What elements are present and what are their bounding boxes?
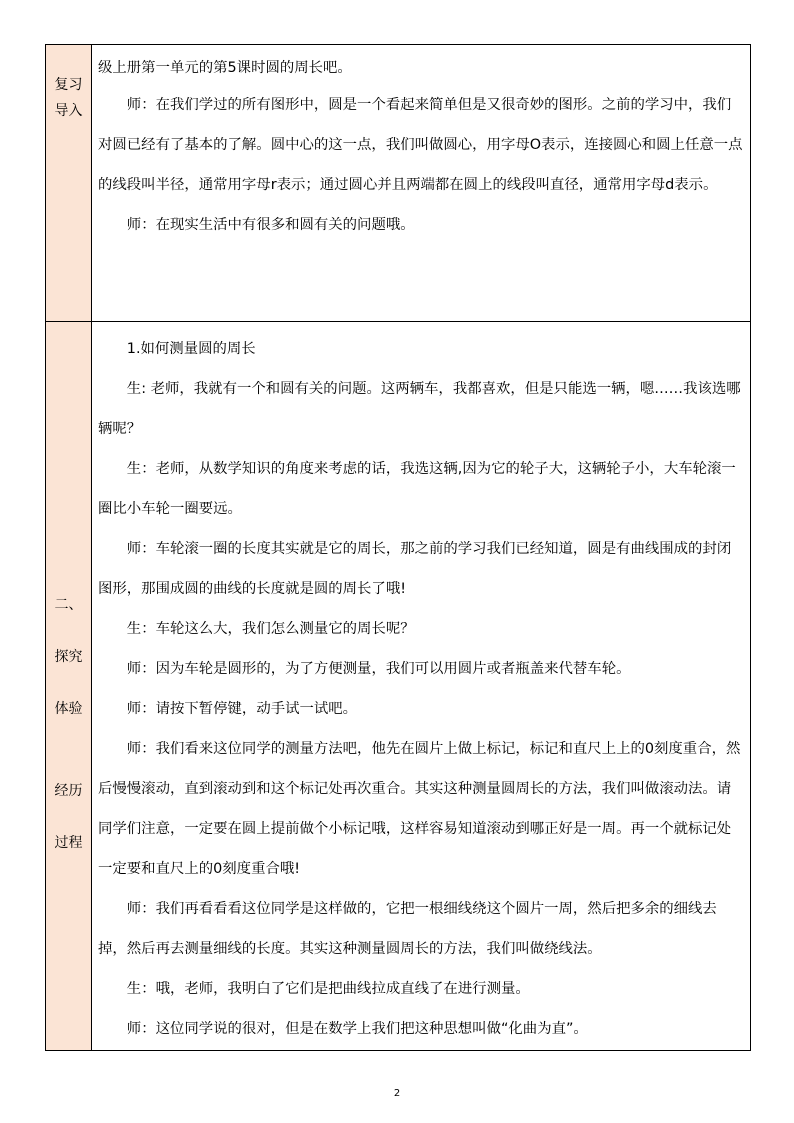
explore-label-line-1: 二、 [54, 597, 83, 613]
explore-paragraph-1: 1.如何测量圆的周长 [126, 341, 256, 357]
explore-label-line-2: 探究 [54, 649, 83, 665]
explore-label-line-5: 过程 [54, 835, 83, 851]
explore-paragraph-3: 生：老师，从数学知识的角度来考虑的话，我选这辆,因为它的轮子大，这辆轮子小，大车轮滚一圈比小车轮一圈要远。 [98, 461, 736, 517]
page-number: 2 [393, 1088, 401, 1099]
explore-paragraph-8: 师：我们看来这位同学的测量方法吧，他先在圆片上做上标记，标记和直尺上上的0刻度重合，然后慢慢滚动，直到滚动到和这个标记处再次重合。其实这种测量圆周长的方法，我们叫做滚动法。请同学们注意，一定要在圆上提前做个小标记哦，这样容易知道滚动到哪正好是一周。再一个就标记处一定要和直尺上的0刻度重合哦! [98, 741, 741, 877]
explore-paragraph-9: 师：我们再看看看这位同学是这样做的，它把一根细线绕这个圆片一周，然后把多余的细线去掉，然后再去测量细线的长度。其实这种测量圆周长的方法，我们叫做绕线法。 [98, 901, 717, 957]
review-label-line-1: 复习 [54, 77, 83, 93]
explore-paragraph-7: 师：请按下暂停键，动手试一试吧。 [126, 701, 358, 717]
explore-paragraph-10: 生：哦，老师，我明白了它们是把曲线拉成直线了在进行测量。 [126, 981, 530, 997]
review-row [46, 45, 751, 322]
explore-content-cell [92, 322, 751, 1051]
review-paragraph-3: 师：在现实生活中有很多和圆有关的问题哦。 [126, 217, 415, 233]
review-content-cell [92, 45, 751, 322]
review-paragraph-1: 级上册第一单元的第5课时圆的周长吧。 [98, 60, 352, 76]
review-label-line-2: 导入 [54, 103, 83, 119]
explore-paragraph-11: 师：这位同学说的很对，但是在数学上我们把这种思想叫做“化曲为直”。 [126, 1021, 588, 1037]
review-label-cell [46, 45, 92, 322]
explore-paragraph-5: 生：车轮这么大，我们怎么测量它的周长呢？ [126, 621, 415, 637]
explore-paragraph-4: 师：车轮滚一圈的长度其实就是它的周长，那之前的学习我们已经知道，圆是有曲线围成的封闭图形，那围成圆的曲线的长度就是圆的周长了哦! [98, 541, 732, 597]
explore-label-line-3: 体验 [54, 701, 83, 717]
explore-label-cell [46, 322, 92, 1051]
explore-label-line-4: 经历 [54, 783, 83, 799]
lesson-plan-table [45, 44, 751, 1051]
explore-paragraph-2: 生: 老师，我就有一个和圆有关的问题。这两辆车，我都喜欢，但是只能选一辆，嗯……我该选哪辆呢？ [98, 381, 741, 437]
explore-row [46, 322, 751, 1051]
explore-paragraph-6: 师：因为车轮是圆形的，为了方便测量，我们可以用圆片或者瓶盖来代替车轮。 [126, 661, 631, 677]
review-paragraph-2: 师：在我们学过的所有图形中，圆是一个看起来简单但是又很奇妙的图形。之前的学习中，我们对圆已经有了基本的了解。圆中心的这一点，我们叫做圆心，用字母O表示，连接圆心和圆上任意一点的线段叫半径，通常用字母r表示；通过圆心并且两端都在圆上的线段叫直径，通常用字母d表示。 [98, 97, 743, 193]
